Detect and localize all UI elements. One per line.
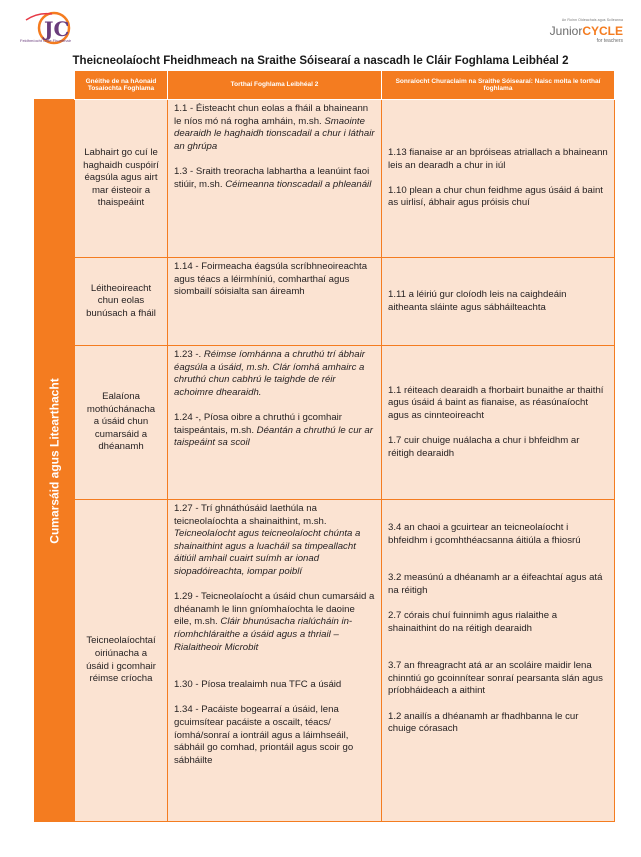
- learning-outcome: 1.23 -. Réimse íomhánna a chruthú trí ábhair éagsúla a úsáid, m.sh. Clár íomhá amhairc a chruthú chun cabhrú le taighde de réir achoimre dhearaidh.: [174, 349, 365, 398]
- curriculum-link-cell: [382, 346, 615, 500]
- header-priority-units: Gnéithe de na hAonaid Tosaíochta Foghlama: [75, 71, 168, 100]
- strand-cell: Ealaíona mothúchánacha a úsáid chun cumarsáid a dhéanamh: [75, 346, 168, 500]
- learning-outcome-cell: [168, 500, 382, 822]
- department-line: An Roinn Oideachais agus Scileanna: [561, 18, 623, 22]
- junior-cycle-wordmark: [523, 25, 623, 37]
- header-curriculum-links: Sonraíocht Churaclaim na Sraithe Sóisearaí: Naisc molta le torthaí foghlama: [382, 71, 615, 100]
- curriculum-link-cell: [382, 500, 615, 822]
- learning-outcome: 1.30 - Píosa trealaimh nua TFC a úsáid: [174, 679, 342, 691]
- jct-tagline: Feidhmíocht Oide Fhormhair: [20, 38, 71, 43]
- curriculum-link: 2.7 córais chuí fuinnimh agus rialaithe a shainaithint do na réitigh dearaidh: [388, 609, 558, 634]
- curriculum-link: 3.4 an chaoi a gcuirtear an teicneolaíocht i bhfeidhm i gcomhthéacsanna áitiúla a fhiosrú: [388, 522, 581, 546]
- curriculum-link: 3.7 an fhreagracht atá ar an scoláire maidir lena chinntiú go gcoinnítear sonraí pearsanta slán agus príobháideach a aithint: [388, 660, 603, 697]
- header-blank: [35, 71, 75, 100]
- strand-cell: Léitheoireacht chun eolas bunúsach a fháil: [75, 258, 168, 346]
- table-row: [35, 100, 615, 258]
- curriculum-link: 1.1 réiteach dearaidh a fhorbairt bunaithe ar thaithí agus úsáid á baint as fianaise, as réasúnaíocht agus as cinnteoireacht: [388, 384, 604, 421]
- learning-outcome: 1.1 - Éisteacht chun eolas a fháil a bhaineann le níos mó ná rogha amháin, m.sh. Smaointe dearaidh le haghaidh tionscadail a chur i láthair an ghrúpa: [174, 103, 375, 152]
- learning-outcome-cell: [168, 346, 382, 500]
- curriculum-link-cell: [382, 258, 615, 346]
- curriculum-link: 3.2 measúnú a dhéanamh ar a éifeachtaí agus atá na réitigh: [388, 572, 603, 596]
- curriculum-link: 1.13 fianaise ar an bpróiseas atriallach a bhaineann leis an dearadh a chur in iúl: [388, 147, 608, 171]
- learning-outcome: 1.27 - Trí ghnáthúsáid laethúla na teicneolaíochta a shainaithint, m.sh. Teicneolaíocht agus teicneolaíocht chúnta a shainaithint agus a luacháil sa timpeallacht áitiúil amhail cuairt suímh ar ionad siopadóireachta, iompar poiblí: [174, 503, 361, 577]
- curriculum-link: 1.11 a léiriú gur cloíodh leis na caighdeáin aitheanta sláinte agus sábháilteachta: [388, 288, 567, 313]
- curriculum-table: [34, 70, 615, 822]
- strand-cell: Teicneolaíochtaí oiriúnacha a úsáid i gcomhair réimse críocha: [75, 500, 168, 822]
- table-row: [35, 258, 615, 346]
- curriculum-link: 1.7 cuir chuige nuálacha a chur i bhfeidhm ar réitigh dearaidh: [388, 435, 580, 459]
- header-learning-outcomes: Torthaí Foghlama Leibhéal 2: [168, 71, 382, 100]
- table-row: [35, 500, 615, 822]
- cycle-word: CYCLE: [582, 24, 623, 38]
- learning-outcome: 1.24 -, Píosa oibre a chruthú i gcomhair taispeántais, m.sh. Déantán a chruthú le cur ar taispeáint sa scoil: [174, 411, 373, 449]
- learning-outcome: 1.34 - Pacáiste bogearraí a úsáid, lena gcuimsítear pacáiste a oscailt, téacs/íomhá/sonraí a iontráil agus a láimhseáil, sábháil go comhad, priontáil agus scoir go sábháilte: [174, 704, 354, 766]
- curriculum-link: 1.2 anailís a dhéanamh ar fhadhbanna le cur chuige córasach: [388, 710, 579, 735]
- learning-outcome-cell: [168, 100, 382, 258]
- side-label: Cumarsáid agus Litearthacht: [47, 377, 62, 544]
- jct-logo-mark: [18, 10, 88, 52]
- learning-outcome: 1.3 - Sraith treoracha labhartha a leanúint faoi stiúir, m.sh. Céimeanna tionscadail a phleanáil: [174, 165, 372, 190]
- svg-text:JC: JC: [44, 17, 70, 41]
- table-row: [35, 346, 615, 500]
- junior-word: Junior: [549, 24, 583, 38]
- curriculum-link: 1.10 plean a chur chun feidhme agus úsáid á baint as uirlisí, ábhair agus próisis chuí: [388, 184, 603, 209]
- junior-cycle-logo: [523, 18, 623, 54]
- learning-outcome-cell: [168, 258, 382, 346]
- document-title: Theicneolaíocht Fheidhmeach na Sraithe Sóisearaí a nascadh le Cláir Foghlama Leibhéal 2: [72, 55, 569, 67]
- learning-outcome: 1.29 - Teicneolaíocht a úsáid chun cumarsáid a dhéanamh le linn gníomhaíochta le daoine eile, m.sh. Cláir bhunúsacha rialúcháin in-ríomhchláraithe a úsáid agus a thriail – Rialaitheoir Microbit: [174, 591, 375, 653]
- learning-outcome: 1.14 - Foirmeacha éagsúla scríbhneoireachta agus téacs a léirmhíniú, comharthaí agus siombailí sóisialta san áireamh: [174, 261, 368, 298]
- table-header-row: [35, 71, 615, 100]
- strand-cell: Labhairt go cuí le haghaidh cuspóirí éagsúla agus airt mar éisteoir a thaispeáint: [75, 100, 168, 258]
- for-teachers-text: for teachers: [596, 38, 623, 44]
- side-band: [35, 100, 75, 822]
- curriculum-link-cell: [382, 100, 615, 258]
- jct-logo: [18, 10, 88, 52]
